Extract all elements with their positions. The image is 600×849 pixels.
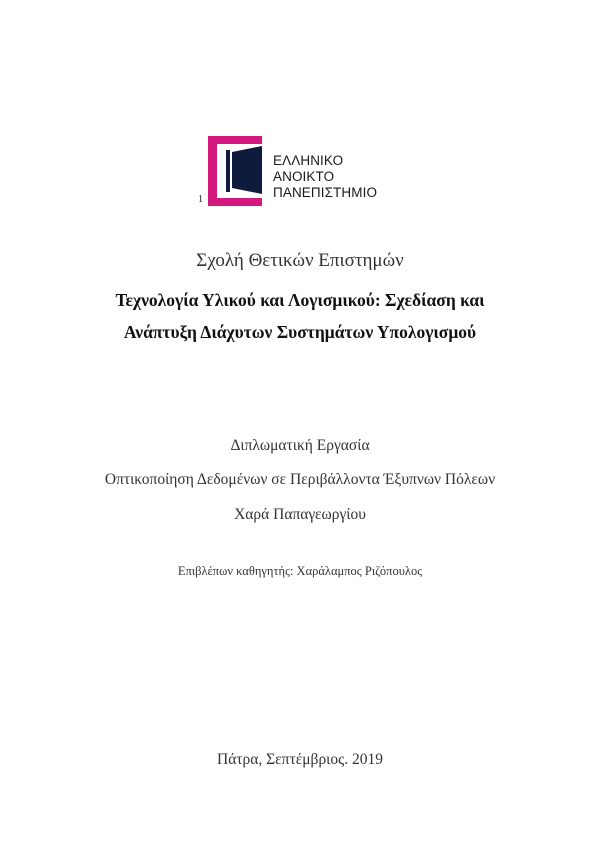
logo-line-3: ΠΑΝΕΠΙΣΤΗΜΙΟ [273, 185, 378, 200]
logo-line-2: ΑΝΟΙΚΤΟ [273, 169, 335, 184]
logo-navy-spine [226, 150, 230, 192]
school-name: Σχολή Θετικών Επιστημών [196, 250, 404, 271]
logo-wordmark [273, 153, 377, 201]
program-title-line-2: Ανάπτυξη Διάχυτων Συστημάτων Υπολογισμού [123, 322, 477, 342]
thesis-title: Οπτικοποίηση Δεδομένων σε Περιβάλλοντα Έξυπνων Πόλεων [104, 471, 496, 488]
supervisor: Επιβλέπων καθηγητής: Χαράλαμπος Ριζόπουλος [177, 564, 423, 578]
logo-line-1: ΕΛΛΗΝΙΚΟ [273, 153, 344, 168]
thesis-type: Διπλωματική Εργασία [230, 437, 370, 454]
logo-navy-page [232, 146, 262, 194]
place-and-date: Πάτρα, Σεπτέμβριος. 2019 [217, 751, 383, 768]
page-number: 1 [198, 194, 203, 205]
university-logo [196, 126, 396, 210]
program-title-line-1: Τεχνολογία Υλικού και Λογισμικού: Σχεδίαση και [115, 290, 485, 310]
author-name: Χαρά Παπαγεωργίου [234, 506, 366, 523]
open-book-logo-icon [196, 126, 276, 210]
